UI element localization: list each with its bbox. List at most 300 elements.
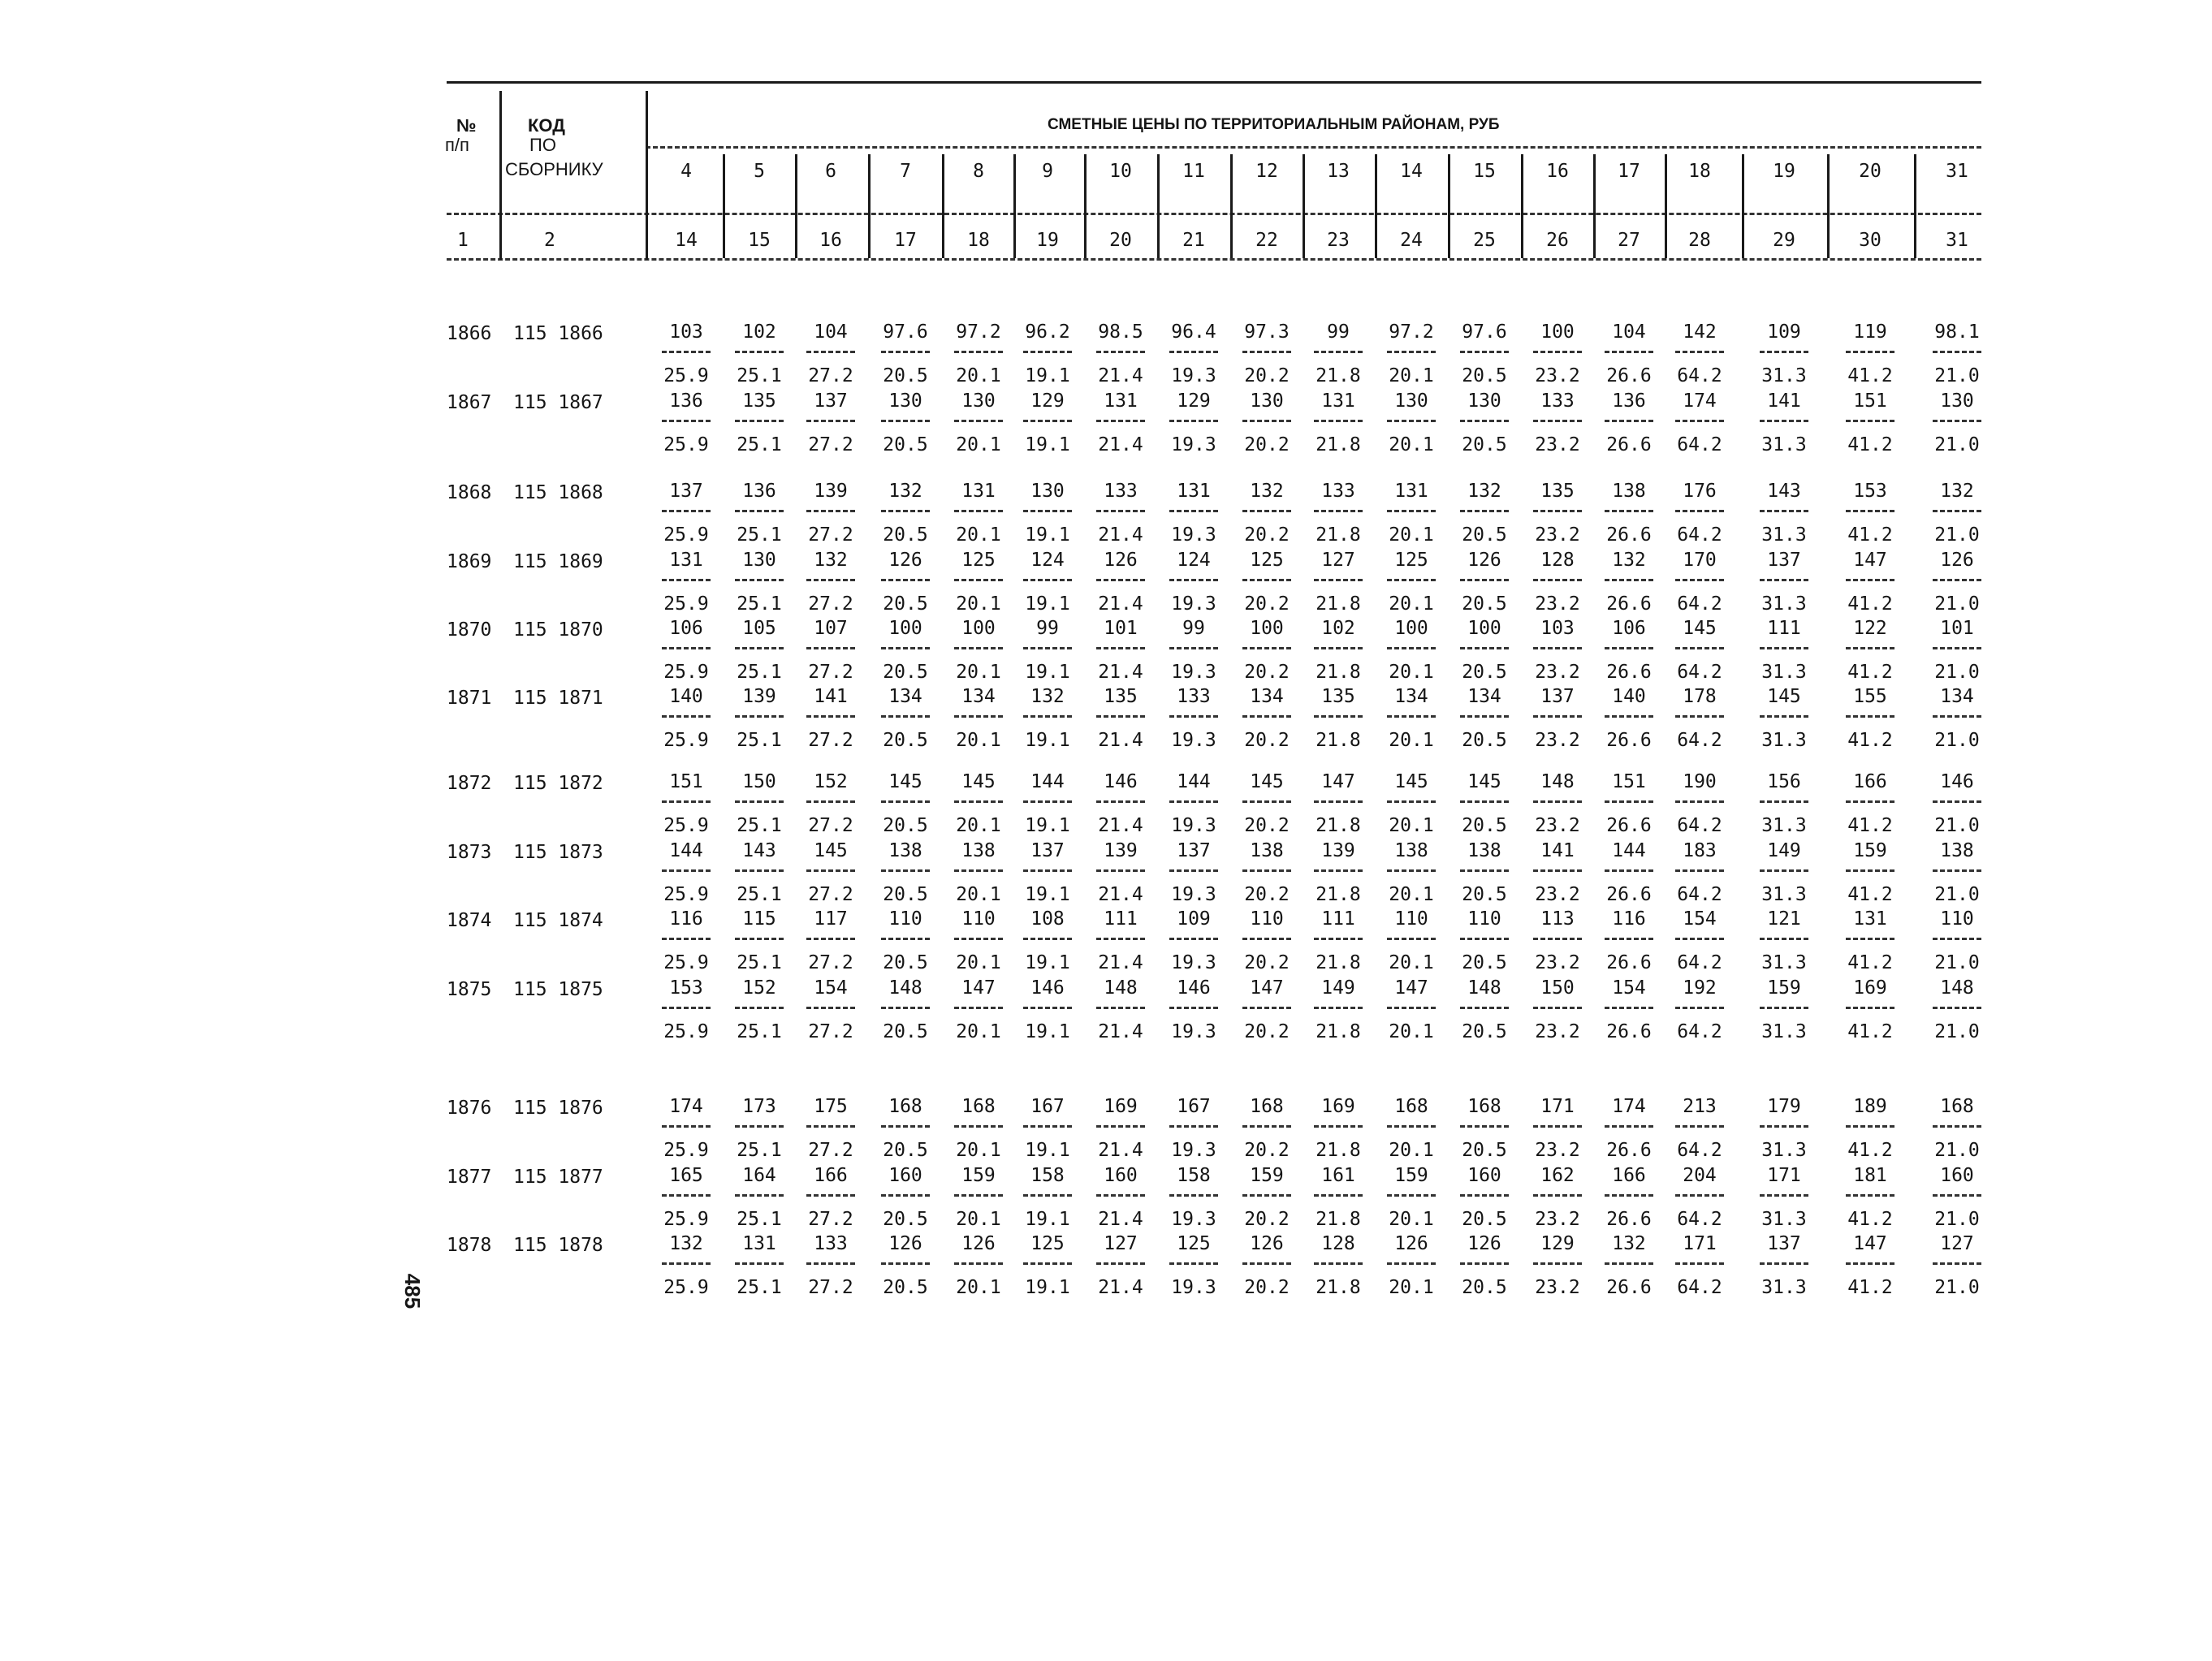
row-number: 1875: [447, 979, 492, 1000]
price-cell: 145: [814, 840, 848, 861]
fraction-rule: [735, 869, 784, 872]
fraction-rule: [1933, 647, 1981, 649]
fraction-rule: [1169, 800, 1218, 803]
fraction-rule: [1846, 1262, 1894, 1265]
fraction-rule: [1169, 1194, 1218, 1197]
price-cell: 137: [1767, 550, 1801, 571]
price-cell: 136: [1612, 390, 1646, 412]
wage-cell: 19.3: [1171, 1021, 1216, 1042]
fraction-rule: [662, 800, 711, 803]
wage-cell: 31.3: [1761, 1021, 1807, 1042]
fraction-rule: [1387, 715, 1436, 718]
price-cell: 154: [1683, 908, 1717, 930]
region-divider: [1742, 154, 1744, 258]
wage-cell: 26.6: [1606, 815, 1652, 836]
fraction-rule: [1533, 938, 1582, 940]
price-cell: 102: [742, 321, 776, 343]
fraction-rule: [1760, 351, 1808, 353]
price-cell: 167: [1177, 1096, 1211, 1117]
wage-cell: 25.1: [737, 1021, 782, 1042]
price-cell: 128: [1540, 550, 1575, 571]
wage-cell: 25.9: [663, 1209, 709, 1230]
wage-cell: 20.5: [883, 1021, 928, 1042]
price-cell: 126: [1467, 550, 1501, 571]
wage-cell: 21.8: [1316, 952, 1361, 973]
fraction-rule: [662, 510, 711, 512]
price-cell: 135: [742, 390, 776, 412]
price-cell: 131: [961, 481, 996, 502]
wage-cell: 20.1: [956, 1277, 1001, 1298]
wage-cell: 21.8: [1316, 662, 1361, 683]
price-cell: 165: [669, 1165, 703, 1186]
price-cell: 119: [1853, 321, 1887, 343]
wage-cell: 19.1: [1025, 434, 1070, 455]
wage-cell: 21.0: [1934, 730, 1980, 751]
wage-cell: 20.5: [883, 730, 928, 751]
fraction-rule: [1605, 715, 1653, 718]
price-cell: 96.4: [1171, 321, 1216, 343]
price-cell: 168: [1250, 1096, 1284, 1117]
price-cell: 168: [1394, 1096, 1428, 1117]
fraction-rule: [1533, 579, 1582, 581]
wage-cell: 19.3: [1171, 524, 1216, 546]
wage-cell: 20.5: [1462, 884, 1507, 905]
price-cell: 125: [1030, 1233, 1065, 1254]
fraction-rule: [662, 1007, 711, 1009]
index-col-31: 31: [1946, 230, 1968, 251]
price-cell: 178: [1683, 686, 1717, 707]
wage-cell: 21.8: [1316, 365, 1361, 386]
wage-cell: 25.9: [663, 524, 709, 546]
fraction-rule: [1846, 869, 1894, 872]
wage-cell: 20.1: [956, 593, 1001, 615]
fraction-rule: [1096, 579, 1145, 581]
fraction-rule: [1387, 800, 1436, 803]
price-cell: 159: [1394, 1165, 1428, 1186]
price-cell: 143: [1767, 481, 1801, 502]
fraction-rule: [1096, 800, 1145, 803]
price-cell: 137: [1767, 1233, 1801, 1254]
wage-cell: 20.5: [883, 593, 928, 615]
wage-cell: 26.6: [1606, 365, 1652, 386]
price-cell: 110: [888, 908, 922, 930]
index-col-22: 22: [1255, 230, 1278, 251]
fraction-rule: [1846, 510, 1894, 512]
fraction-rule: [735, 579, 784, 581]
wage-cell: 20.2: [1244, 524, 1290, 546]
wage-cell: 27.2: [808, 662, 853, 683]
price-cell: 146: [1940, 771, 1974, 792]
price-cell: 142: [1683, 321, 1717, 343]
price-cell: 126: [888, 1233, 922, 1254]
price-cell: 130: [1467, 390, 1501, 412]
price-cell: 100: [888, 618, 922, 639]
price-cell: 111: [1104, 908, 1138, 930]
price-cell: 138: [1940, 840, 1974, 861]
fraction-rule: [1023, 647, 1072, 649]
wage-cell: 20.5: [1462, 524, 1507, 546]
price-cell: 145: [1467, 771, 1501, 792]
fraction-rule: [1675, 1007, 1724, 1009]
price-cell: 126: [888, 550, 922, 571]
price-cell: 104: [1612, 321, 1646, 343]
price-cell: 169: [1321, 1096, 1355, 1117]
wage-cell: 20.5: [1462, 730, 1507, 751]
wage-cell: 19.1: [1025, 1140, 1070, 1161]
col-num-symbol: №: [456, 115, 477, 136]
wage-cell: 25.1: [737, 815, 782, 836]
wage-cell: 20.5: [1462, 365, 1507, 386]
wage-cell: 64.2: [1677, 524, 1722, 546]
price-cell: 104: [814, 321, 848, 343]
fraction-rule: [1605, 420, 1653, 422]
price-cell: 138: [1467, 840, 1501, 861]
price-cell: 144: [1030, 771, 1065, 792]
fraction-rule: [1675, 715, 1724, 718]
price-cell: 126: [1104, 550, 1138, 571]
row-code: 115 1867: [513, 392, 603, 413]
region-header-6: 6: [825, 161, 836, 182]
wage-cell: 20.5: [883, 952, 928, 973]
wage-cell: 64.2: [1677, 952, 1722, 973]
region-header-14: 14: [1400, 161, 1423, 182]
fraction-rule: [954, 1125, 1003, 1128]
price-cell: 145: [1767, 686, 1801, 707]
price-cell: 159: [961, 1165, 996, 1186]
fraction-rule: [662, 1125, 711, 1128]
wage-cell: 20.5: [883, 884, 928, 905]
price-cell: 153: [1853, 481, 1887, 502]
fraction-rule: [1169, 420, 1218, 422]
wage-cell: 41.2: [1847, 730, 1893, 751]
price-cell: 148: [888, 977, 922, 999]
wage-cell: 21.4: [1098, 365, 1143, 386]
wage-cell: 31.3: [1761, 884, 1807, 905]
fraction-rule: [1314, 420, 1363, 422]
wage-cell: 25.1: [737, 434, 782, 455]
price-cell: 171: [1683, 1233, 1717, 1254]
wage-cell: 19.1: [1025, 524, 1070, 546]
price-cell: 108: [1030, 908, 1065, 930]
price-cell: 96.2: [1025, 321, 1070, 343]
wage-cell: 20.2: [1244, 1021, 1290, 1042]
price-cell: 129: [1177, 390, 1211, 412]
wage-cell: 41.2: [1847, 1021, 1893, 1042]
fraction-rule: [806, 579, 855, 581]
fraction-rule: [1533, 715, 1582, 718]
price-cell: 168: [1467, 1096, 1501, 1117]
price-cell: 129: [1030, 390, 1065, 412]
fraction-rule: [1605, 938, 1653, 940]
wage-cell: 19.1: [1025, 365, 1070, 386]
price-cell: 126: [1250, 1233, 1284, 1254]
fraction-rule: [1933, 1007, 1981, 1009]
wage-cell: 20.1: [1389, 434, 1434, 455]
price-cell: 111: [1321, 908, 1355, 930]
index-col-2: 2: [544, 230, 555, 251]
wage-cell: 64.2: [1677, 1140, 1722, 1161]
fraction-rule: [1675, 1125, 1724, 1128]
fraction-rule: [1096, 869, 1145, 872]
fraction-rule: [881, 351, 930, 353]
fraction-rule: [954, 1194, 1003, 1197]
region-divider: [1375, 154, 1377, 258]
price-cell: 131: [1177, 481, 1211, 502]
price-cell: 154: [1612, 977, 1646, 999]
fraction-rule: [806, 1125, 855, 1128]
price-cell: 140: [1612, 686, 1646, 707]
wage-cell: 27.2: [808, 1021, 853, 1042]
wage-cell: 20.1: [956, 365, 1001, 386]
price-cell: 110: [1940, 908, 1974, 930]
wage-cell: 19.3: [1171, 365, 1216, 386]
price-cell: 213: [1683, 1096, 1717, 1117]
price-cell: 147: [961, 977, 996, 999]
price-cell: 128: [1321, 1233, 1355, 1254]
fraction-rule: [1760, 715, 1808, 718]
wage-cell: 41.2: [1847, 662, 1893, 683]
wage-cell: 20.1: [1389, 815, 1434, 836]
fraction-rule: [735, 510, 784, 512]
wage-cell: 19.1: [1025, 593, 1070, 615]
region-header-16: 16: [1546, 161, 1569, 182]
region-header-31: 31: [1946, 161, 1968, 182]
region-header-18: 18: [1688, 161, 1711, 182]
index-col-16: 16: [819, 230, 842, 251]
price-cell: 146: [1104, 771, 1138, 792]
wage-cell: 41.2: [1847, 1277, 1893, 1298]
fraction-rule: [1460, 938, 1509, 940]
price-cell: 135: [1321, 686, 1355, 707]
fraction-rule: [1242, 579, 1291, 581]
fraction-rule: [1533, 1262, 1582, 1265]
fraction-rule: [806, 1262, 855, 1265]
region-header-20: 20: [1859, 161, 1881, 182]
price-cell: 148: [1467, 977, 1501, 999]
col-code-label-3: СБОРНИКУ: [505, 159, 603, 179]
price-cell: 147: [1250, 977, 1284, 999]
wage-cell: 64.2: [1677, 1021, 1722, 1042]
wage-cell: 25.9: [663, 365, 709, 386]
wage-cell: 20.1: [956, 730, 1001, 751]
region-divider: [1084, 154, 1087, 258]
fraction-rule: [1933, 1125, 1981, 1128]
wage-cell: 19.1: [1025, 884, 1070, 905]
price-cell: 139: [742, 686, 776, 707]
wage-cell: 64.2: [1677, 365, 1722, 386]
region-header-17: 17: [1618, 161, 1640, 182]
row-number: 1869: [447, 551, 492, 572]
price-cell: 134: [1467, 686, 1501, 707]
fraction-rule: [1460, 420, 1509, 422]
price-cell: 132: [888, 481, 922, 502]
wage-cell: 41.2: [1847, 593, 1893, 615]
wage-cell: 23.2: [1535, 815, 1580, 836]
price-cell: 97.3: [1244, 321, 1290, 343]
fraction-rule: [1933, 938, 1981, 940]
fraction-rule: [1933, 510, 1981, 512]
wage-cell: 25.9: [663, 884, 709, 905]
fraction-rule: [1023, 1262, 1072, 1265]
fraction-rule: [881, 1007, 930, 1009]
wage-cell: 20.5: [883, 662, 928, 683]
fraction-rule: [1760, 510, 1808, 512]
fraction-rule: [1314, 1125, 1363, 1128]
fraction-rule: [1605, 800, 1653, 803]
price-cell: 134: [961, 686, 996, 707]
price-cell: 147: [1853, 550, 1887, 571]
wage-cell: 20.1: [1389, 952, 1434, 973]
fraction-rule: [735, 1262, 784, 1265]
wage-cell: 31.3: [1761, 815, 1807, 836]
fraction-rule: [806, 869, 855, 872]
region-divider: [1013, 154, 1016, 258]
wage-cell: 20.5: [1462, 815, 1507, 836]
price-cell: 101: [1940, 618, 1974, 639]
page-number: 485: [400, 1273, 426, 1309]
fraction-rule: [881, 647, 930, 649]
wage-cell: 41.2: [1847, 1140, 1893, 1161]
wage-cell: 27.2: [808, 884, 853, 905]
wage-cell: 19.3: [1171, 1277, 1216, 1298]
col-num-subtitle: п/п: [445, 135, 469, 155]
fraction-rule: [881, 510, 930, 512]
row-code: 115 1875: [513, 979, 603, 1000]
wage-cell: 21.4: [1098, 434, 1143, 455]
price-cell: 129: [1540, 1233, 1575, 1254]
fraction-rule: [1933, 579, 1981, 581]
wage-cell: 21.0: [1934, 593, 1980, 615]
fraction-rule: [1023, 1125, 1072, 1128]
fraction-rule: [1242, 869, 1291, 872]
wage-cell: 21.0: [1934, 524, 1980, 546]
price-cell: 125: [1177, 1233, 1211, 1254]
wage-cell: 21.0: [1934, 662, 1980, 683]
price-cell: 134: [1940, 686, 1974, 707]
wage-cell: 23.2: [1535, 1140, 1580, 1161]
price-cell: 175: [814, 1096, 848, 1117]
wage-cell: 21.0: [1934, 1140, 1980, 1161]
fraction-rule: [1169, 715, 1218, 718]
wage-cell: 27.2: [808, 730, 853, 751]
price-cell: 135: [1540, 481, 1575, 502]
row-code: 115 1870: [513, 619, 603, 641]
price-cell: 150: [1540, 977, 1575, 999]
wage-cell: 25.1: [737, 1140, 782, 1161]
fraction-rule: [1387, 1194, 1436, 1197]
wage-cell: 23.2: [1535, 952, 1580, 973]
fraction-rule: [806, 938, 855, 940]
index-col-18: 18: [967, 230, 990, 251]
wage-cell: 64.2: [1677, 593, 1722, 615]
fraction-rule: [1460, 1125, 1509, 1128]
fraction-rule: [1169, 351, 1218, 353]
wage-cell: 25.9: [663, 1021, 709, 1042]
fraction-rule: [806, 647, 855, 649]
table-title: СМЕТНЫЕ ЦЕНЫ ПО ТЕРРИТОРИАЛЬНЫМ РАЙОНАМ, РУБ: [1048, 116, 1500, 133]
wage-cell: 27.2: [808, 593, 853, 615]
wage-cell: 20.1: [1389, 1277, 1434, 1298]
price-cell: 138: [961, 840, 996, 861]
price-cell: 131: [1853, 908, 1887, 930]
wage-cell: 27.2: [808, 815, 853, 836]
fraction-rule: [1314, 938, 1363, 940]
fraction-rule: [881, 800, 930, 803]
price-cell: 111: [1767, 618, 1801, 639]
price-cell: 135: [1104, 686, 1138, 707]
wage-cell: 31.3: [1761, 365, 1807, 386]
price-cell: 134: [1250, 686, 1284, 707]
price-cell: 141: [1540, 840, 1575, 861]
wage-cell: 21.4: [1098, 815, 1143, 836]
wage-cell: 20.1: [1389, 593, 1434, 615]
fraction-rule: [881, 1262, 930, 1265]
wage-cell: 31.3: [1761, 662, 1807, 683]
header-bottom-rule: [447, 258, 1981, 261]
price-cell: 174: [1683, 390, 1717, 412]
wage-cell: 20.1: [1389, 1209, 1434, 1230]
region-header-7: 7: [900, 161, 911, 182]
wage-cell: 20.5: [883, 524, 928, 546]
index-col-15: 15: [748, 230, 771, 251]
row-number: 1874: [447, 910, 492, 931]
fraction-rule: [1605, 869, 1653, 872]
wage-cell: 23.2: [1535, 1021, 1580, 1042]
wage-cell: 20.2: [1244, 815, 1290, 836]
fraction-rule: [1533, 1125, 1582, 1128]
fraction-rule: [1242, 351, 1291, 353]
wage-cell: 20.5: [883, 365, 928, 386]
wage-cell: 21.8: [1316, 593, 1361, 615]
region-header-15: 15: [1473, 161, 1496, 182]
row-code: 115 1869: [513, 551, 603, 572]
wage-cell: 20.2: [1244, 593, 1290, 615]
fraction-rule: [1605, 351, 1653, 353]
wage-cell: 21.8: [1316, 1140, 1361, 1161]
wage-cell: 20.5: [1462, 1277, 1507, 1298]
wage-cell: 20.1: [956, 884, 1001, 905]
fraction-rule: [1242, 1125, 1291, 1128]
wage-cell: 21.0: [1934, 1021, 1980, 1042]
fraction-rule: [1242, 938, 1291, 940]
fraction-rule: [1096, 1007, 1145, 1009]
wage-cell: 26.6: [1606, 593, 1652, 615]
wage-cell: 21.0: [1934, 365, 1980, 386]
price-cell: 127: [1321, 550, 1355, 571]
index-col-19: 19: [1036, 230, 1059, 251]
wage-cell: 26.6: [1606, 884, 1652, 905]
price-cell: 97.6: [1462, 321, 1507, 343]
fraction-rule: [1314, 800, 1363, 803]
wage-cell: 23.2: [1535, 365, 1580, 386]
index-col-26: 26: [1546, 230, 1569, 251]
fraction-rule: [954, 579, 1003, 581]
wage-cell: 20.5: [883, 1140, 928, 1161]
fraction-rule: [1387, 869, 1436, 872]
fraction-rule: [1846, 351, 1894, 353]
wage-cell: 25.1: [737, 730, 782, 751]
price-cell: 132: [669, 1233, 703, 1254]
fraction-rule: [881, 420, 930, 422]
wage-cell: 26.6: [1606, 662, 1652, 683]
wage-cell: 27.2: [808, 1209, 853, 1230]
price-cell: 132: [1250, 481, 1284, 502]
row-number: 1867: [447, 392, 492, 413]
row-number: 1872: [447, 773, 492, 794]
fraction-rule: [1096, 715, 1145, 718]
price-cell: 110: [1250, 908, 1284, 930]
wage-cell: 20.1: [956, 434, 1001, 455]
